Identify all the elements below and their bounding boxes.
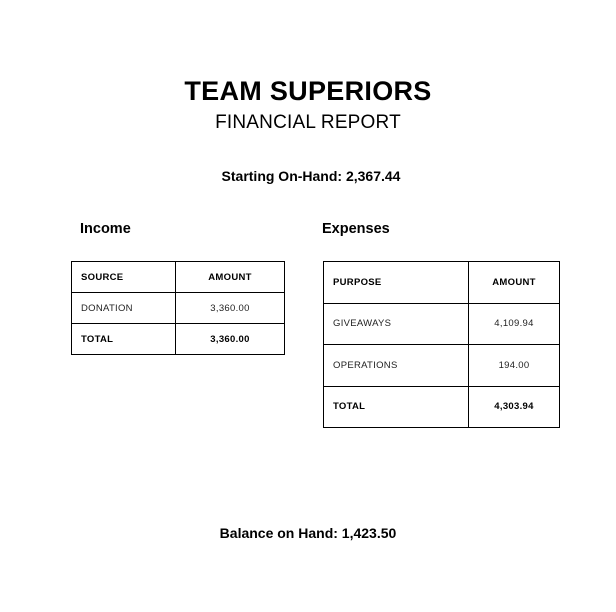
table-total-row — [72, 324, 285, 355]
income-heading: Income — [80, 221, 131, 237]
report-subtitle: FINANCIAL REPORT — [215, 112, 401, 133]
expenses-total-label: TOTAL — [324, 386, 469, 428]
income-source-cell: DONATION — [72, 293, 176, 324]
table-total-row — [324, 386, 560, 428]
income-total-amount: 3,360.00 — [176, 324, 285, 355]
report-title: TEAM SUPERIORS — [184, 76, 432, 106]
table-row — [324, 345, 560, 387]
column-header-amount: AMOUNT — [469, 262, 560, 304]
table-row — [72, 293, 285, 324]
column-header-purpose: PURPOSE — [324, 262, 469, 304]
table-row — [324, 303, 560, 345]
expenses-table — [323, 261, 560, 428]
expenses-heading: Expenses — [322, 221, 390, 237]
table-header-row — [72, 262, 285, 293]
column-header-source: SOURCE — [72, 262, 176, 293]
income-table — [71, 261, 285, 355]
expense-amount-cell: 4,109.94 — [469, 303, 560, 345]
expense-purpose-cell: GIVEAWAYS — [324, 303, 469, 345]
expense-amount-cell: 194.00 — [469, 345, 560, 387]
expenses-total-amount: 4,303.94 — [469, 386, 560, 428]
balance-on-hand: Balance on Hand: 1,423.50 — [219, 525, 397, 541]
income-amount-cell: 3,360.00 — [176, 293, 285, 324]
table-header-row — [324, 262, 560, 304]
income-total-label: TOTAL — [72, 324, 176, 355]
expense-purpose-cell: OPERATIONS — [324, 345, 469, 387]
column-header-amount: AMOUNT — [176, 262, 285, 293]
starting-on-hand: Starting On-Hand: 2,367.44 — [221, 168, 401, 184]
